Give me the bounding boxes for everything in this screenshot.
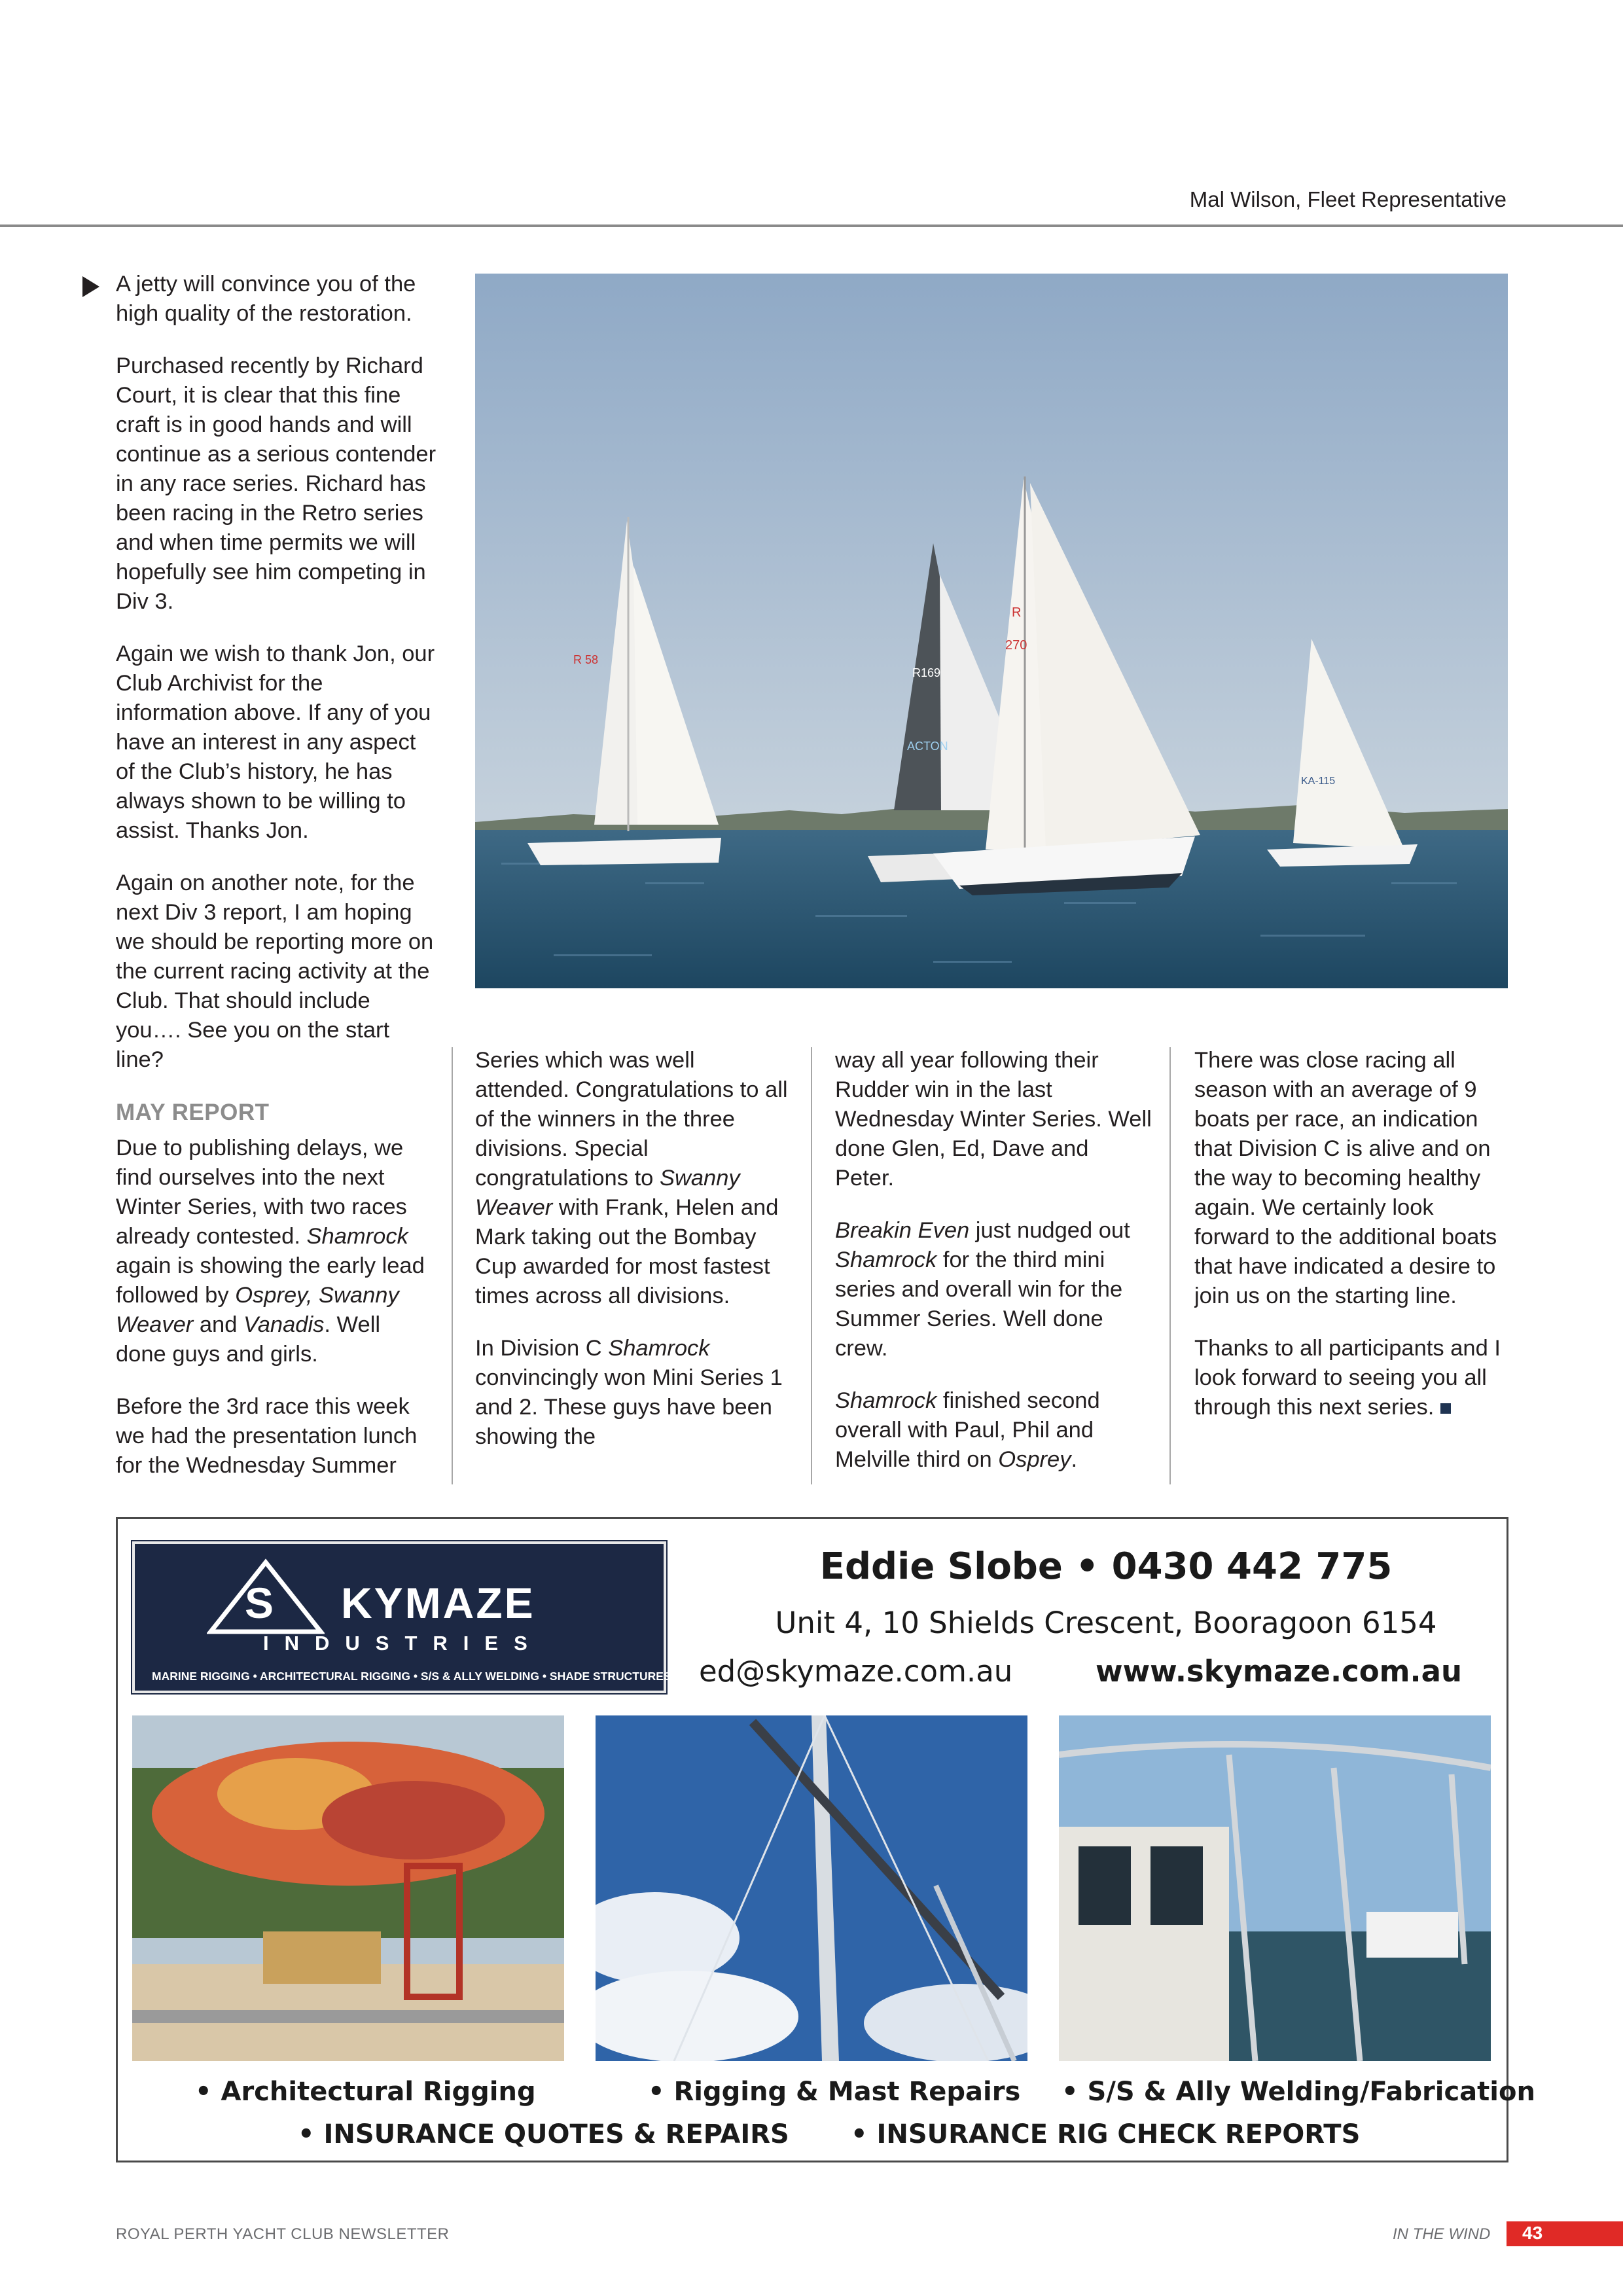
sail-number: R169 — [912, 666, 941, 679]
continuation-arrow-icon — [82, 276, 99, 297]
column-divider — [811, 1047, 812, 1484]
paragraph: Thanks to all participants and I look forward to seeing you all through this next series. — [1194, 1336, 1501, 1420]
mast-rigging-photo — [596, 1715, 1027, 2061]
shade-structure-photo — [132, 1715, 564, 2061]
article-column-1 — [116, 270, 437, 1494]
skymaze-logo — [132, 1541, 671, 1693]
author-credit: Mal Wilson, Fleet Representative — [1189, 187, 1507, 211]
welding-fabrication-photo — [1059, 1715, 1491, 2061]
page-number: 43 — [1522, 2223, 1543, 2243]
logo-initial: S — [245, 1579, 274, 1627]
paragraph: Shamrock finished second overall with Paul, Phil and Melville third on Osprey. — [835, 1388, 1100, 1472]
paragraph: Series which was well attended. Congratulations to all of the winners in the three divisions. Special congratulations to Swanny Weaver with Frank, Helen and Mark taking out the Bombay Cup awarded for most fastest times across all divisions. — [475, 1048, 788, 1308]
article-column-4 — [1194, 1046, 1515, 1494]
logo-subtitle: INDUSTRIES — [263, 1632, 543, 1655]
paragraph: Again we wish to thank Jon, our Club Archivist for the information above. If any of you have an interest in any aspect of the Club’s history, he has always shown to be willing to assist. Thanks Jon. — [116, 641, 435, 843]
paragraph: Before the 3rd race this week we had the presentation lunch for the Wednesday Summer — [116, 1394, 418, 1478]
paragraph: Purchased recently by Richard Court, it is clear that this fine craft is in good hands and will continue as a serious contender in any race series. Richard has been racing in the Retro series and when time permits we will hopefully see him competing in Div 3. — [116, 353, 437, 614]
sail-number: R — [1012, 605, 1022, 620]
sail-number: KA-115 — [1301, 776, 1336, 787]
skymaze-advertisement — [116, 1517, 1535, 2162]
column-divider — [1169, 1047, 1171, 1484]
service-item: • INSURANCE QUOTES & REPAIRS — [298, 2119, 789, 2149]
contact-name-phone: Eddie Slobe • 0430 442 775 — [819, 1545, 1393, 1588]
end-mark-icon — [1440, 1403, 1451, 1414]
service-item: • INSURANCE RIG CHECK REPORTS — [851, 2119, 1361, 2149]
paragraph: way all year following their Rudder win in the last Wednesday Winter Series. Well done Glen, Ed, Dave and Peter. — [835, 1048, 1152, 1191]
service-item: • Rigging & Mast Repairs — [648, 2077, 1021, 2107]
paragraph: In Division C Shamrock convincingly won Mini Series 1 and 2. These guys have been showing the — [475, 1336, 783, 1449]
section-heading: MAY REPORT — [116, 1100, 270, 1125]
paragraph: Breakin Even just nudged out Shamrock for the third mini series and overall win for the Summer Series. Well done crew. — [835, 1218, 1130, 1361]
logo-tagline: MARINE RIGGING • ARCHITECTURAL RIGGING • S/S & ALLY WELDING • SHADE STRUCTURES — [152, 1670, 671, 1683]
service-item: • S/S & Ally Welding/Fabrication — [1061, 2077, 1535, 2107]
paragraph: There was close racing all season with an average of 9 boats per race, an indication that Division C is alive and on the way to becoming healthy again. We certainly look forward to the additional boats that have indicated a desire to join us on the starting line. — [1194, 1048, 1497, 1308]
yacht-race-photo — [475, 274, 1508, 988]
service-item: • Architectural Rigging — [195, 2077, 536, 2107]
article-column-2 — [475, 1046, 793, 1494]
paragraph: A jetty will convince you of the high quality of the restoration. — [116, 272, 416, 326]
column-divider — [452, 1047, 453, 1484]
contact-address: Unit 4, 10 Shields Crescent, Booragoon 6154 — [775, 1605, 1437, 1640]
sponsor-label: ACTON — [907, 740, 948, 753]
newsletter-name: ROYAL PERTH YACHT CLUB NEWSLETTER — [116, 2225, 450, 2243]
section-name: IN THE WIND — [1393, 2225, 1491, 2243]
sail-number: R 58 — [573, 653, 599, 666]
article-column-3 — [835, 1046, 1152, 1494]
contact-email-link[interactable]: ed@skymaze.com.au — [699, 1654, 1013, 1689]
header-rule — [0, 224, 1623, 227]
sail-number: 270 — [1005, 638, 1027, 653]
paragraph: Due to publishing delays, we find ourselves into the next Winter Series, with two races already contested. Shamrock again is showing the early lead followed by Osprey, Swanny Weaver and Vanadis. Well done guys and girls. — [116, 1136, 425, 1367]
paragraph: Again on another note, for the next Div 3 report, I am hoping we should be reporting more on the current racing activity at the Club. That should include you…. See you on the start line? — [116, 870, 434, 1072]
logo-name: KYMAZE — [341, 1579, 535, 1627]
contact-website-link[interactable]: www.skymaze.com.au — [1096, 1654, 1463, 1689]
